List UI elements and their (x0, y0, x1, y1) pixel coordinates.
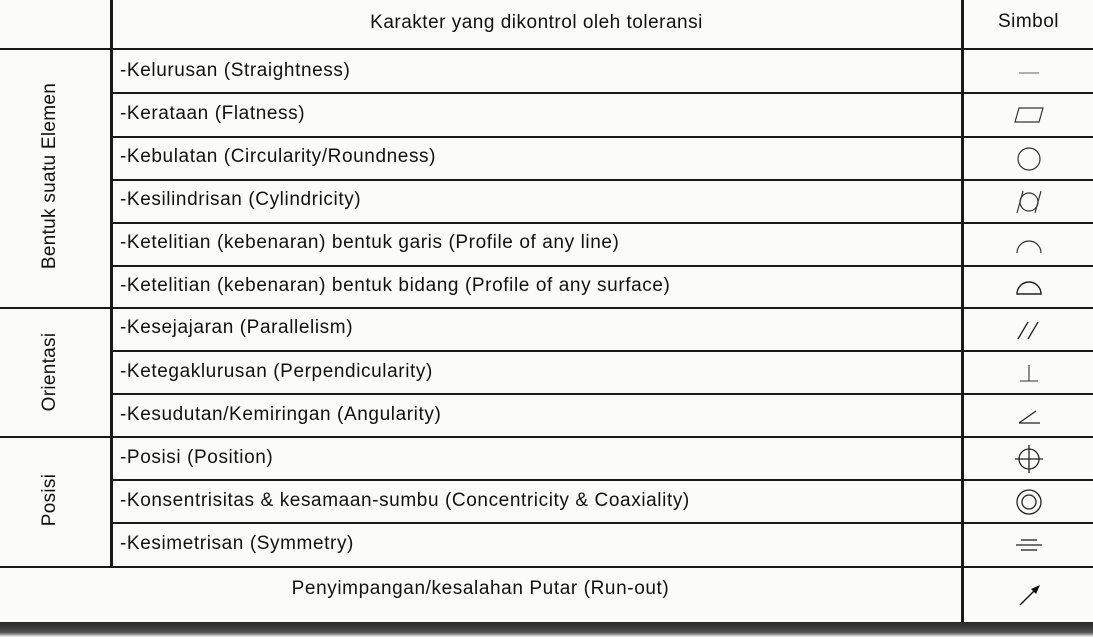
row-divider (112, 479, 1093, 481)
position-icon (965, 438, 1093, 479)
row-angularity: -Kesudutan/Kemiringan (Angularity) (120, 404, 442, 425)
row-symmetry: -Kesimetrisan (Symmetry) (120, 533, 354, 554)
concentricity-icon (965, 481, 1093, 522)
circularity-icon (965, 138, 1093, 179)
row-divider (112, 136, 1093, 138)
row-profile-surface: -Ketelitian (kebenaran) bentuk bidang (Profile of any surface) (120, 275, 671, 296)
row-perpendicularity: -Ketegaklurusan (Perpendicularity) (120, 361, 433, 382)
angularity-icon (965, 395, 1093, 436)
symmetry-icon (965, 524, 1093, 566)
row-divider (112, 522, 1093, 524)
row-circularity: -Kebulatan (Circularity/Roundness) (120, 146, 437, 167)
group-label-form: Bentuk suatu Elemen (39, 82, 60, 270)
row-flatness: -Kerataan (Flatness) (120, 103, 306, 124)
row-divider (112, 92, 1093, 94)
row-position: -Posisi (Position) (120, 447, 274, 468)
column-divider (961, 0, 964, 622)
parallelism-icon (965, 309, 1093, 350)
straightness-icon (965, 50, 1093, 92)
group-label-position: Posisi (39, 473, 60, 527)
row-straightness: -Kelurusan (Straightness) (120, 60, 351, 81)
row-divider (112, 393, 1093, 395)
header-symbol: Simbol (997, 11, 1060, 32)
group-divider (0, 566, 1093, 568)
perpendicularity-icon (965, 352, 1093, 393)
runout-icon (965, 568, 1093, 622)
group-label-orientation: Orientasi (39, 332, 60, 412)
bottom-border (0, 622, 1093, 637)
row-divider (112, 179, 1093, 181)
row-divider (0, 48, 1093, 50)
row-cylindricity: -Kesilindrisan (Cylindricity) (120, 189, 362, 210)
column-divider (110, 0, 113, 568)
group-divider (0, 436, 1093, 438)
row-parallelism: -Kesejajaran (Parallelism) (120, 317, 354, 338)
profile-line-icon (965, 224, 1093, 265)
profile-surface-icon (965, 267, 1093, 307)
row-profile-line: -Ketelitian (kebenaran) bentuk garis (Profile of any line) (120, 232, 620, 253)
row-concentricity: -Konsentrisitas & kesamaan-sumbu (Concentricity & Coaxiality) (120, 490, 690, 511)
row-divider (112, 222, 1093, 224)
row-divider (112, 265, 1093, 267)
header-characteristic: Karakter yang dikontrol oleh toleransi (370, 12, 703, 33)
cylindricity-icon (965, 181, 1093, 222)
row-runout: Penyimpangan/kesalahan Putar (Run-out) (291, 578, 670, 599)
flatness-icon (965, 94, 1093, 136)
group-divider (0, 307, 1093, 309)
row-divider (112, 350, 1093, 352)
